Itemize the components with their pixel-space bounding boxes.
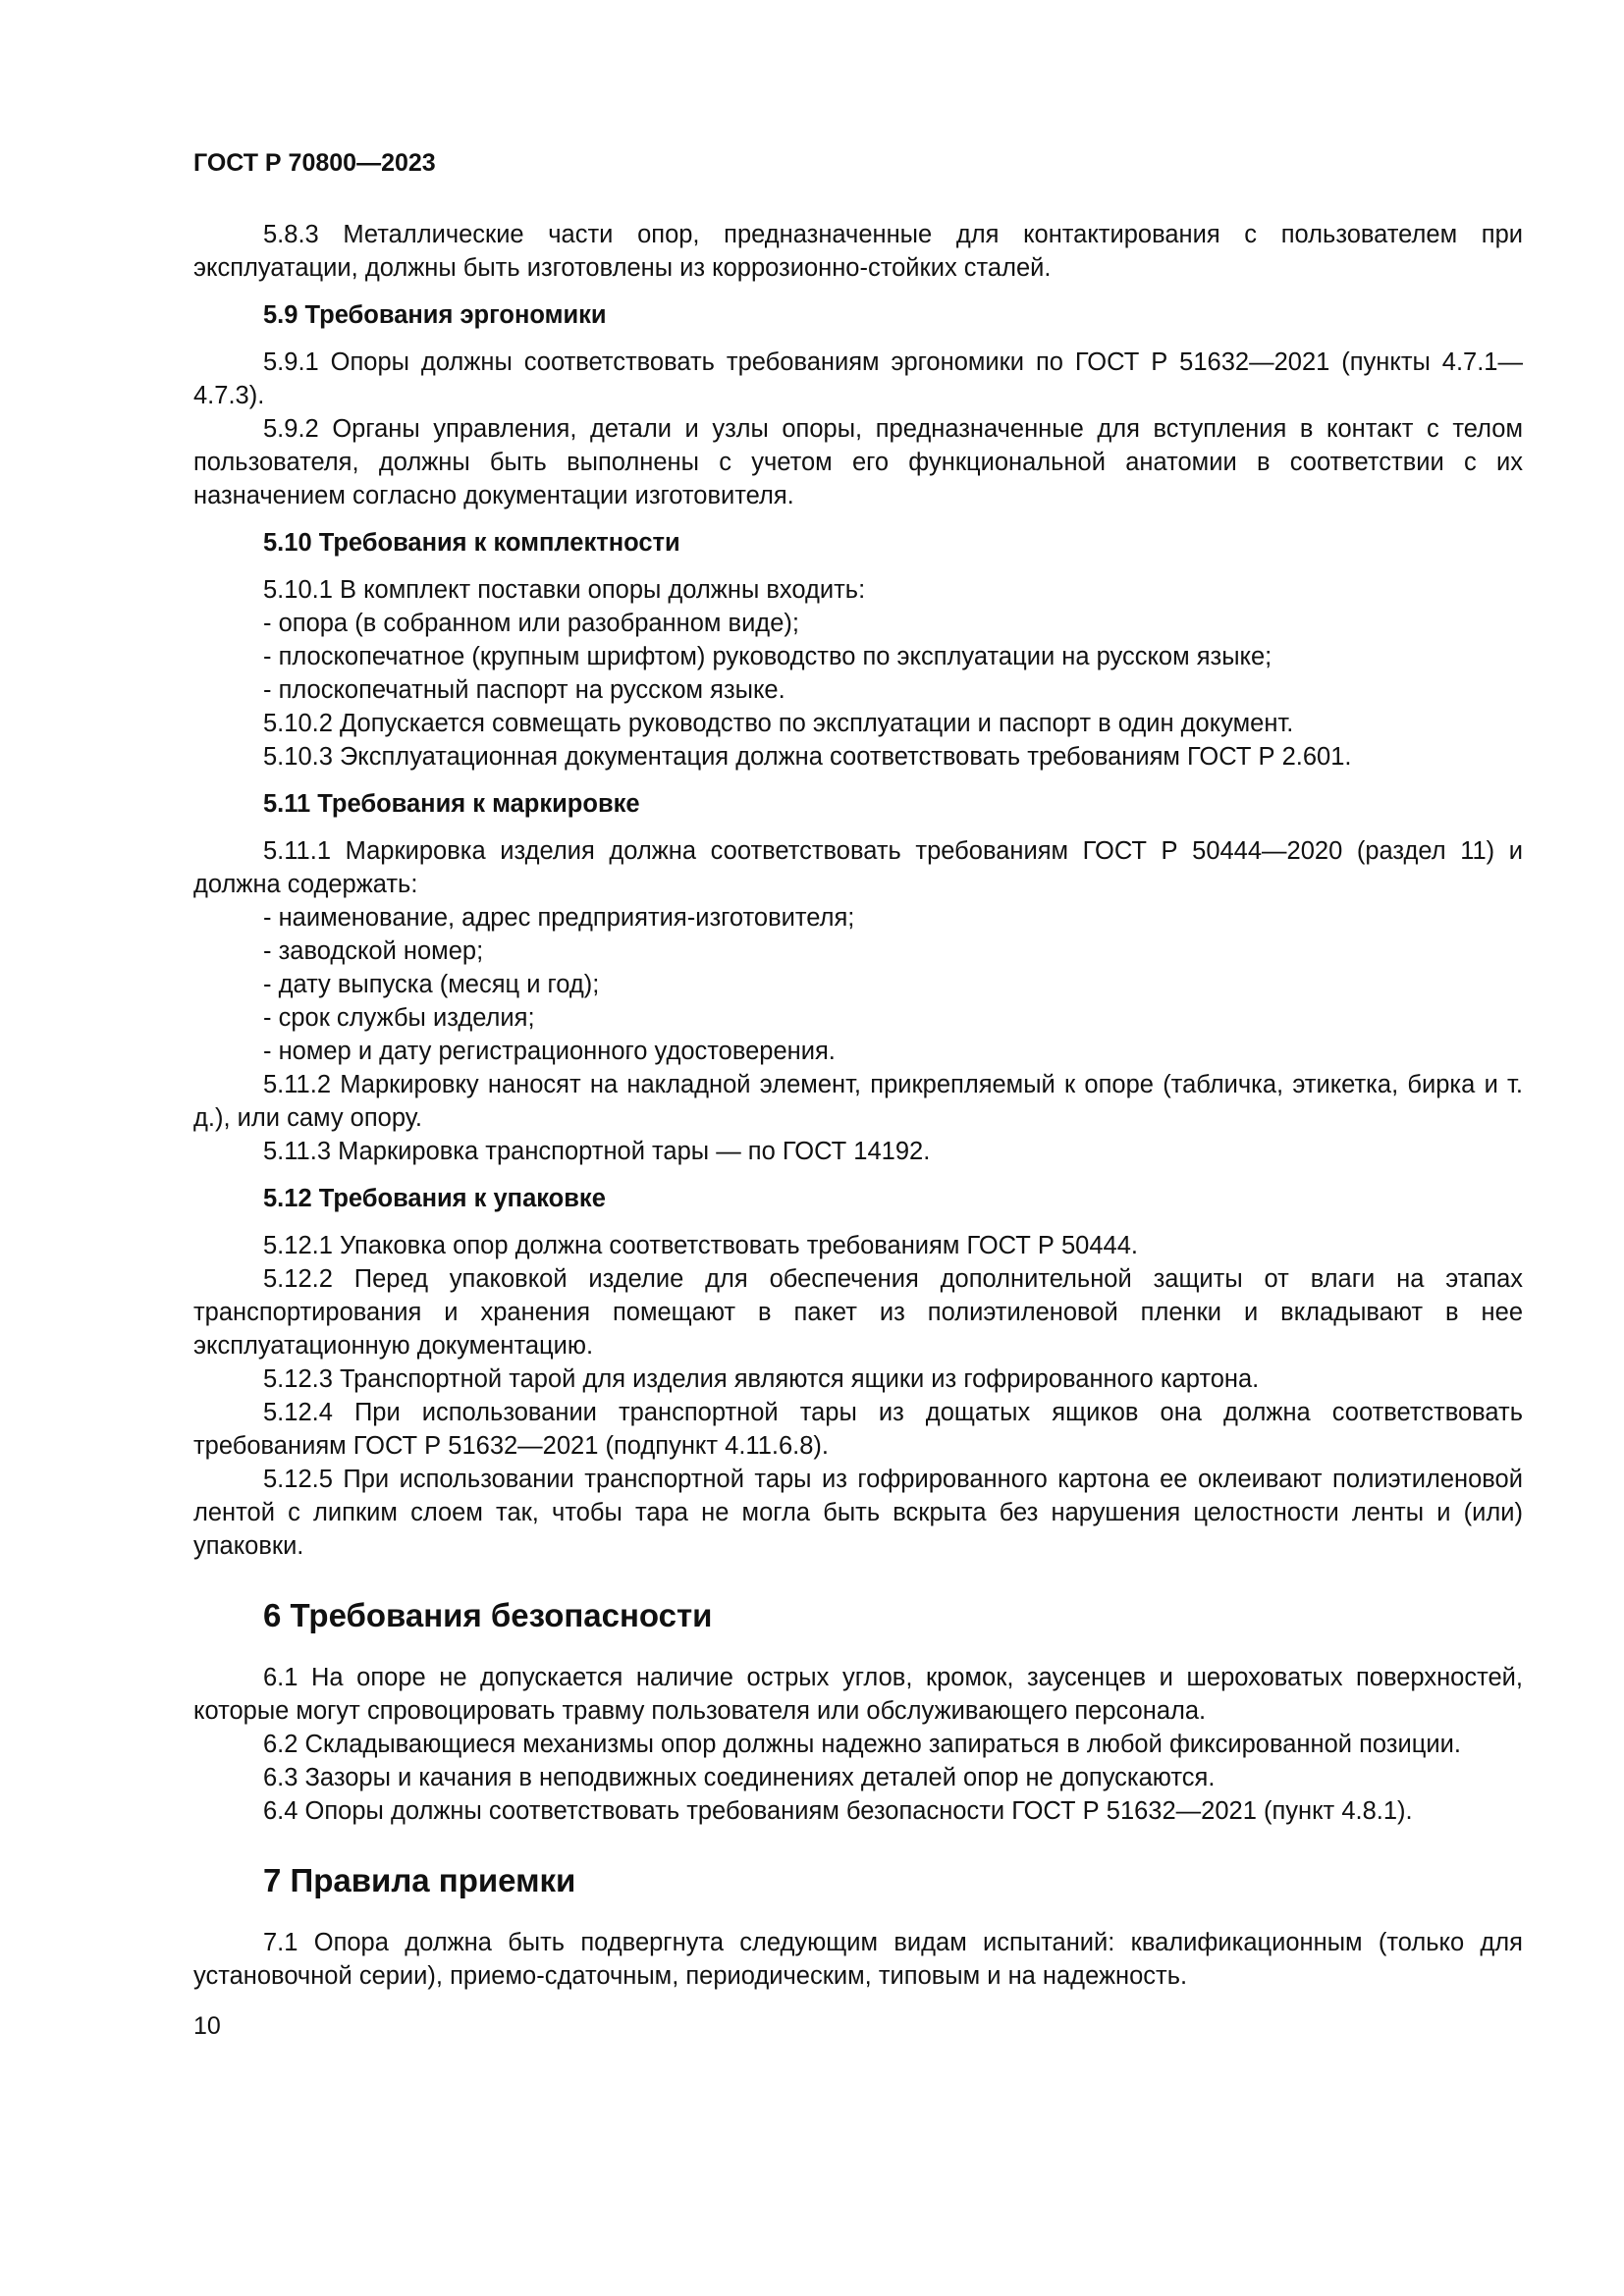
document-id-header: ГОСТ Р 70800—2023 — [193, 149, 436, 177]
list-item: - срок службы изделия; — [263, 1004, 535, 1032]
clause-5-12-3: 5.12.3 Транспортной тарой для изделия являются ящики из гофрированного картона. — [263, 1365, 1260, 1393]
clause-5-8-3: 5.8.3 Металлические части опор, предназначенные для контактирования с пользователем при эксплуатации, должны быть изготовлены из коррозионно-стойких сталей. — [193, 221, 1523, 282]
heading-5-9: 5.9 Требования эргономики — [263, 301, 607, 329]
clause-6-3: 6.3 Зазоры и качания в неподвижных соединениях деталей опор не допускаются. — [263, 1764, 1216, 1791]
heading-5-12: 5.12 Требования к упаковке — [263, 1185, 606, 1212]
heading-section-6: 6 Требования безопасности — [263, 1597, 713, 1633]
heading-5-10: 5.10 Требования к комплектности — [263, 529, 680, 557]
clause-6-4: 6.4 Опоры должны соответствовать требованиям безопасности ГОСТ Р 51632—2021 (пункт 4.8.1). — [263, 1797, 1413, 1825]
clause-5-10-2: 5.10.2 Допускается совмещать руководство по эксплуатации и паспорт в один документ. — [263, 710, 1294, 737]
clause-6-2: 6.2 Складывающиеся механизмы опор должны надежно запираться в любой фиксированной позиции. — [263, 1731, 1461, 1758]
list-item: - номер и дату регистрационного удостоверения. — [263, 1038, 836, 1065]
list-item: - плоскопечатный паспорт на русском языке. — [263, 676, 785, 704]
document-page — [193, 147, 1523, 2042]
clause-5-11-3: 5.11.3 Маркировка транспортной тары — по ГОСТ 14192. — [263, 1138, 931, 1165]
clause-5-10-1: 5.10.1 В комплект поставки опоры должны входить: — [263, 576, 866, 604]
clause-5-12-4: 5.12.4 При использовании транспортной тары из дощатых ящиков она должна соответствовать требованиям ГОСТ Р 51632—2021 (подпункт 4.11.6.8). — [193, 1399, 1523, 1460]
clause-5-12-5: 5.12.5 При использовании транспортной тары из гофрированного картона ее оклеивают полиэтиленовой лентой с липким слоем так, чтобы тара не могла быть вскрыта без нарушения целостности ленты и (или) упаковки. — [193, 1466, 1523, 1560]
clause-5-9-2: 5.9.2 Органы управления, детали и узлы опоры, предназначенные для вступления в контакт с телом пользователя, должны быть выполнены с учетом его функциональной анатомии в соответствии с их назначением согласно документации изготовителя. — [193, 415, 1523, 509]
list-item: - дату выпуска (месяц и год); — [263, 971, 600, 998]
heading-section-7: 7 Правила приемки — [263, 1862, 576, 1898]
list-item: - плоскопечатное (крупным шрифтом) руководство по эксплуатации на русском языке; — [263, 643, 1272, 670]
heading-5-11: 5.11 Требования к маркировке — [263, 790, 640, 818]
list-item: - наименование, адрес предприятия-изготовителя; — [263, 904, 855, 932]
clause-5-11-2: 5.11.2 Маркировку наносят на накладной элемент, прикрепляемый к опоре (табличка, этикетка, бирка и т. д.), или саму опору. — [193, 1071, 1523, 1132]
page-number: 10 — [193, 2012, 221, 2040]
clause-7-1: 7.1 Опора должна быть подвергнута следующим видам испытаний: квалификационным (только для установочной серии), приемо-сдаточным, периодическим, типовым и на надежность. — [193, 1929, 1523, 1990]
clause-6-1: 6.1 На опоре не допускается наличие острых углов, кромок, заусенцев и шероховатых поверхностей, которые могут спровоцировать травму пользователя или обслуживающего персонала. — [193, 1664, 1523, 1725]
list-item: - заводской номер; — [263, 937, 484, 965]
clause-5-12-1: 5.12.1 Упаковка опор должна соответствовать требованиям ГОСТ Р 50444. — [263, 1232, 1138, 1259]
clause-5-12-2: 5.12.2 Перед упаковкой изделие для обеспечения дополнительной защиты от влаги на этапах транспортирования и хранения помещают в пакет из полиэтиленовой пленки и вкладывают в нее эксплуатационную документацию. — [193, 1265, 1523, 1360]
clause-5-10-3: 5.10.3 Эксплуатационная документация должна соответствовать требованиям ГОСТ Р 2.601. — [263, 743, 1352, 771]
clause-5-11-1: 5.11.1 Маркировка изделия должна соответствовать требованиям ГОСТ Р 50444—2020 (раздел 11) и должна содержать: — [193, 837, 1523, 898]
list-item: - опора (в собранном или разобранном виде); — [263, 610, 799, 637]
clause-5-9-1: 5.9.1 Опоры должны соответствовать требованиям эргономики по ГОСТ Р 51632—2021 (пункты 4.7.1—4.7.3). — [193, 348, 1523, 409]
